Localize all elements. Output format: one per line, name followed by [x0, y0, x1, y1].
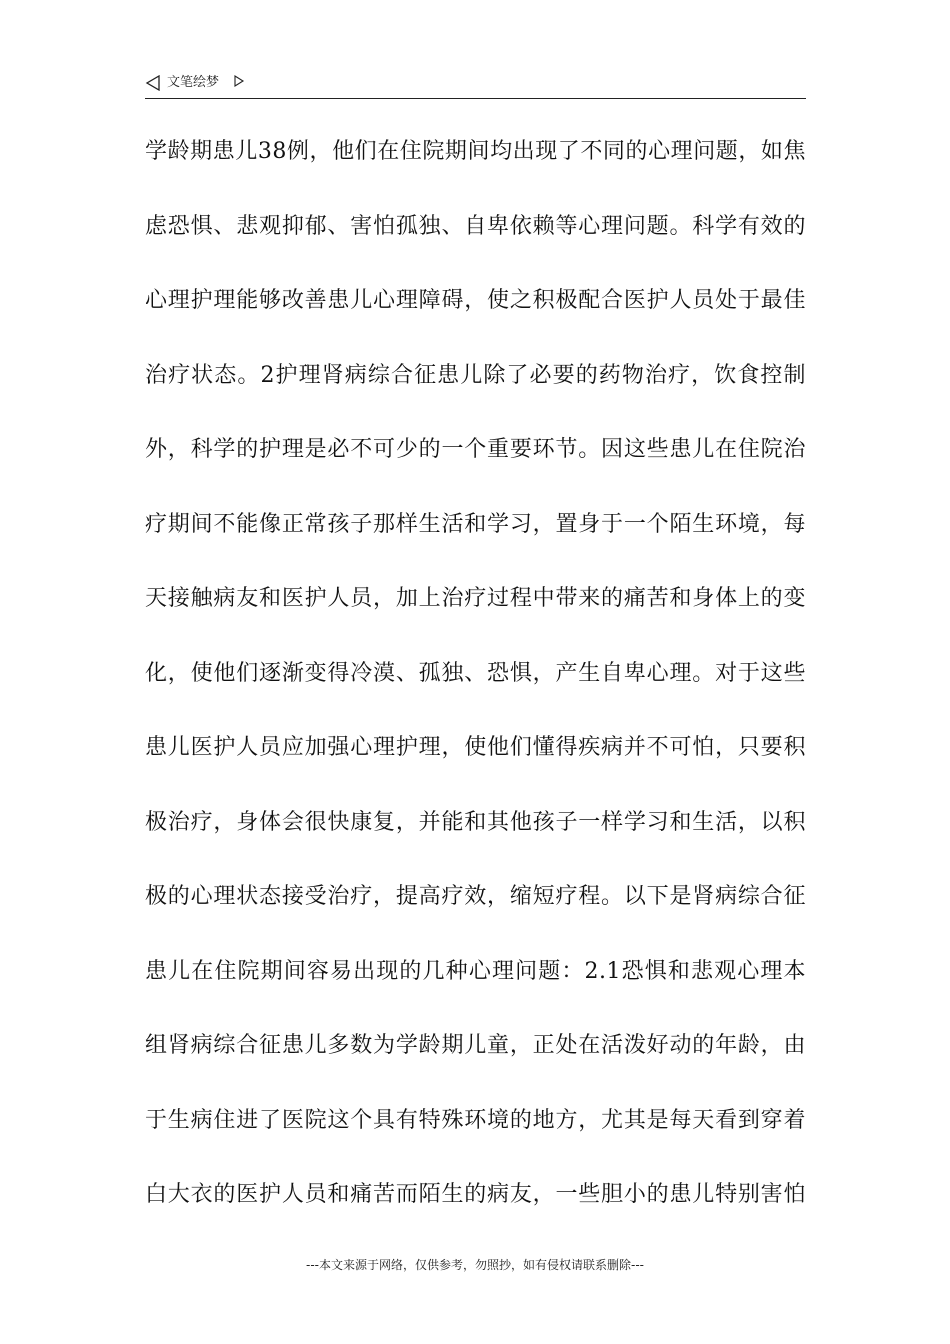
page-header [145, 72, 806, 99]
body-line: 虑恐惧、悲观抑郁、害怕孤独、自卑依赖等心理问题。科学有效的 [145, 213, 806, 239]
body-line: 天接触病友和医护人员，加上治疗过程中带来的痛苦和身体上的变 [145, 586, 806, 611]
body-line: 白大衣的医护人员和痛苦而陌生的病友，一些胆小的患儿特别害怕 [145, 1182, 806, 1207]
body-line: 患儿在住院期间容易出现的几种心理问题：2.1恐惧和悲观心理本 [145, 958, 806, 984]
document-body [145, 130, 806, 1248]
body-line: 极的心理状态接受治疗，提高疗效，缩短疗程。以下是肾病综合征 [145, 884, 806, 909]
left-triangle-icon [145, 75, 161, 91]
body-line: 治疗状态。2护理肾病综合征患儿除了必要的药物治疗，饮食控制 [145, 362, 806, 388]
body-line: 极治疗，身体会很快康复，并能和其他孩子一样学习和生活，以积 [145, 809, 806, 835]
body-line: 患儿医护人员应加强心理护理，使他们懂得疾病并不可怕，只要积 [145, 735, 806, 760]
footer-disclaimer: ---本文来源于网络，仅供参考，勿照抄，如有侵权请联系删除--- [306, 1258, 644, 1272]
body-line: 疗期间不能像正常孩子那样生活和学习，置身于一个陌生环境，每 [145, 511, 806, 537]
right-triangle-icon [233, 75, 245, 87]
body-line: 学龄期患儿38例，他们在住院期间均出现了不同的心理问题，如焦 [145, 139, 806, 164]
header-title: 文笔绘梦 [167, 75, 220, 90]
body-line: 外，科学的护理是必不可少的一个重要环节。因这些患儿在住院治 [145, 437, 806, 462]
body-line: 化，使他们逐渐变得冷漠、孤独、恐惧，产生自卑心理。对于这些 [145, 660, 806, 686]
body-line: 心理护理能够改善患儿心理障碍，使之积极配合医护人员处于最佳 [145, 288, 806, 313]
body-line: 于生病住进了医院这个具有特殊环境的地方，尤其是每天看到穿着 [145, 1107, 806, 1133]
body-line: 组肾病综合征患儿多数为学龄期儿童，正处在活泼好动的年龄，由 [145, 1033, 806, 1058]
